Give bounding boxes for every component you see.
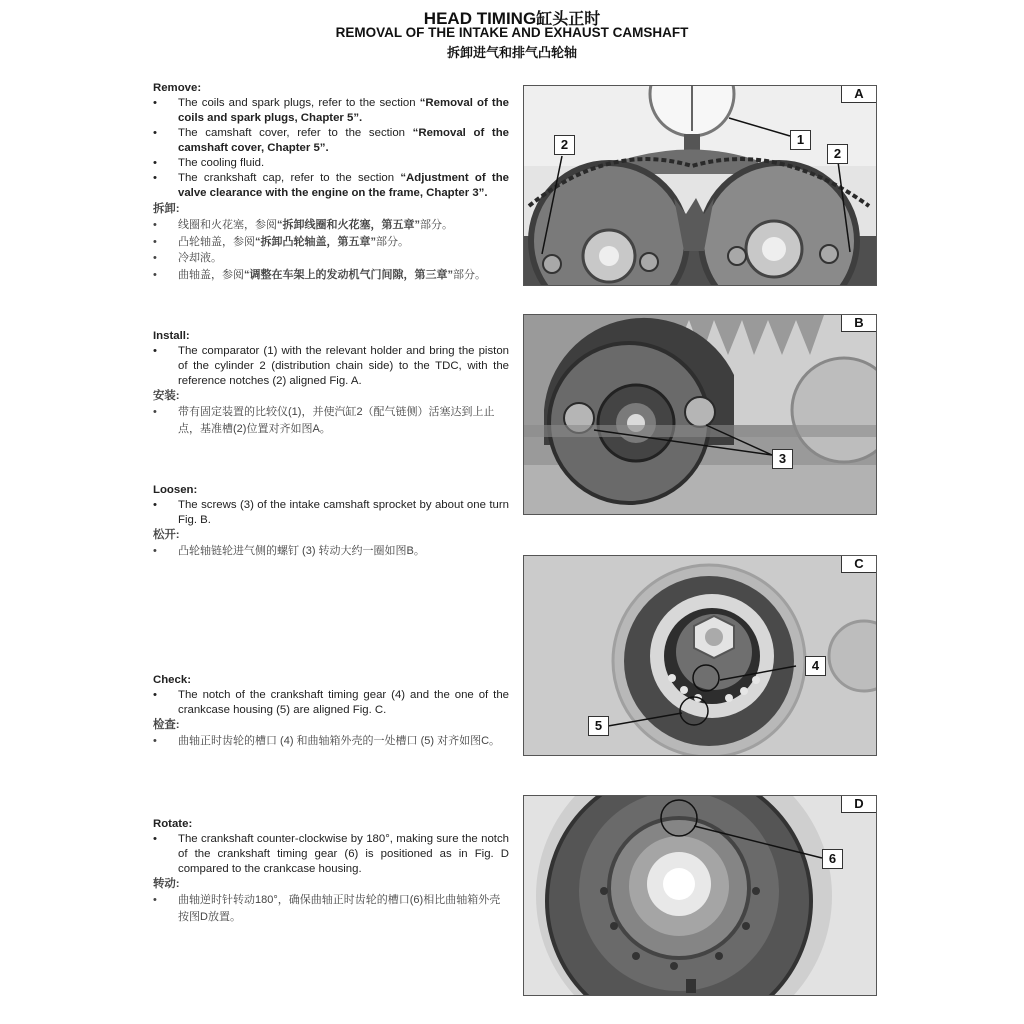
- page-subtitle: REMOVAL OF THE INTAKE AND EXHAUST CAMSHAFT: [335, 25, 689, 40]
- page-subtitle-cn: 拆卸进气和排气凸轮轴: [446, 45, 577, 60]
- figure-c: [523, 555, 877, 756]
- callout-4: 4: [805, 656, 826, 676]
- callout-2: 2: [827, 144, 848, 164]
- remove-item-cn: • 曲轴盖，参阅“调整在车架上的发动机气门间隙，第三章”部分。: [153, 267, 509, 284]
- check-heading: Check:: [153, 674, 191, 686]
- remove-item: • The crankshaft cap, refer to the section “Adjustment of the valve clearance with the engine on the frame, Chapter 3”.: [153, 171, 509, 201]
- remove-item: • The coils and spark plugs, refer to the section “Removal of the coils and spark plugs, Chapter 5”.: [153, 96, 509, 126]
- check-section: [153, 673, 509, 750]
- check-item-cn: • 曲轴正时齿轮的槽口 (4) 和曲轴箱外壳的一处槽口 (5) 对齐如图C。: [153, 733, 509, 750]
- remove-item-cn: • 凸轮轴盖，参阅“拆卸凸轮轴盖，第五章”部分。: [153, 234, 509, 251]
- figure-c-label: C: [841, 555, 877, 573]
- callout-2: 2: [554, 135, 575, 155]
- figure-a-label: A: [841, 85, 877, 103]
- figure-d-photo: [524, 796, 876, 995]
- figure-a: [523, 85, 877, 286]
- remove-item-cn: • 线圈和火花塞，参阅“拆卸线圈和火花塞，第五章”部分。: [153, 217, 509, 234]
- rotate-section: [153, 817, 509, 925]
- remove-section: [153, 81, 509, 283]
- loosen-heading-cn: 松开:: [153, 529, 180, 541]
- loosen-item-cn: • 凸轮轴链轮进气侧的螺钉 (3) 转动大约一圈如图B。: [153, 543, 509, 560]
- check-heading-cn: 检查:: [153, 719, 180, 731]
- remove-heading: Remove:: [153, 82, 202, 94]
- figure-d: [523, 795, 877, 996]
- callout-6: 6: [822, 849, 843, 869]
- loosen-heading: Loosen:: [153, 484, 198, 496]
- loosen-section: [153, 483, 509, 560]
- figure-b-photo: [524, 315, 876, 514]
- remove-item: • The camshaft cover, refer to the section “Removal of the camshaft cover, Chapter 5”.: [153, 126, 509, 156]
- rotate-heading: Rotate:: [153, 818, 193, 830]
- rotate-heading-cn: 转动:: [153, 878, 180, 890]
- install-item: • The comparator (1) with the relevant holder and bring the piston of the cylinder 2 (distribution chain side) to the TDC, with the reference notches (2) aligned Fig. A.: [153, 344, 509, 389]
- figure-a-photo: [524, 86, 876, 285]
- title-cn: 缸头正时: [536, 11, 601, 28]
- figure-b: [523, 314, 877, 515]
- callout-3: 3: [772, 449, 793, 469]
- figure-b-label: B: [841, 314, 877, 332]
- remove-item-cn: • 冷却液。: [153, 250, 509, 267]
- title-en: HEAD TIMING: [423, 9, 537, 28]
- install-item-cn: • 带有固定装置的比较仪(1)，并使汽缸2（配气链侧）活塞达到上止点，基准槽(2)位置对齐如图A。: [153, 404, 509, 437]
- install-heading: Install:: [153, 330, 190, 342]
- remove-item: • The cooling fluid.: [153, 156, 509, 171]
- rotate-item: • The crankshaft counter-clockwise by 180°, making sure the notch of the crankshaft timing gear (6) is positioned as in Fig. D compared to the crankcase housing.: [153, 832, 509, 877]
- install-section: [153, 329, 509, 437]
- callout-1: 1: [790, 130, 811, 150]
- install-heading-cn: 安装:: [153, 390, 180, 402]
- remove-heading-cn: 拆卸:: [153, 203, 180, 215]
- figure-d-label: D: [841, 795, 877, 813]
- check-item: • The notch of the crankshaft timing gear (4) and the one of the crankcase housing (5) are aligned Fig. C.: [153, 688, 509, 718]
- rotate-item-cn: • 曲轴逆时针转动180°，确保曲轴正时齿轮的槽口(6)相比曲轴箱外壳按图D放置。: [153, 892, 509, 925]
- loosen-item: • The screws (3) of the intake camshaft sprocket by about one turn Fig. B.: [153, 498, 509, 528]
- callout-5: 5: [588, 716, 609, 736]
